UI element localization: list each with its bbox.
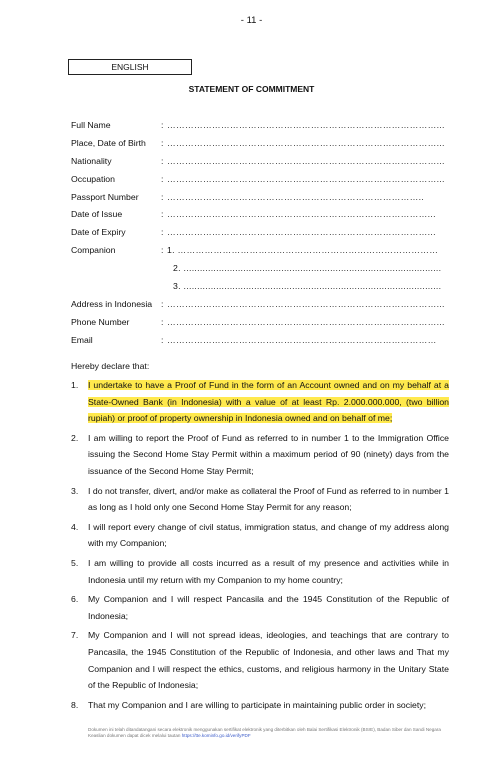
field-label	[71, 260, 161, 278]
footer-line-text: Keaslian dokumen dapat dicek melalui tautan	[88, 733, 181, 738]
item-text: My Companion and I will respect Pancasila and the 1945 Constitution of the Republic of Indonesia;	[88, 594, 449, 621]
footer-line	[88, 733, 448, 739]
field-fill-line: ……………………………………………………………………………...	[167, 227, 436, 238]
highlighted-item-text: I undertake to have a Proof of Fund in the form of an Account owned and on my behalf at a State-Owned Bank (in Indonesia) with a value of at least Rp. 2.000.000.000, (two billion rupiah) or proof of property ownership in Indonesia owned and on behalf of me;	[88, 380, 449, 424]
form-row-nationality	[71, 153, 451, 171]
item-number: 3.	[71, 485, 79, 496]
commitment-item-6	[71, 591, 449, 624]
item-number: 8.	[71, 699, 79, 710]
field-label: Address in Indonesia	[71, 298, 153, 309]
field-separator: :	[161, 120, 164, 130]
commitment-item-2	[71, 430, 449, 480]
form-row-companion-3	[71, 278, 451, 296]
field-separator: :	[161, 209, 164, 220]
field-separator: :	[161, 137, 164, 148]
field-fill-line: ………………………………………………………………………………...	[167, 316, 445, 327]
item-text: That my Companion and I are willing to participate in maintaining public order in society;	[88, 699, 427, 710]
form-row-phone-number	[71, 314, 451, 332]
field-separator: :	[161, 298, 164, 309]
field-label: Email	[71, 334, 93, 345]
field-separator: :	[161, 245, 164, 256]
commitment-item-7	[71, 627, 449, 693]
field-fill-line: 1. ……………………………………………………………………………	[167, 245, 439, 256]
item-number: 4.	[71, 521, 79, 532]
item-number: 7.	[71, 630, 79, 641]
item-number: 6.	[71, 594, 79, 605]
declaration-intro: Hereby declare that:	[71, 361, 150, 371]
commitment-list	[71, 377, 449, 716]
field-fill-line: ………………………………………………………………………………...	[167, 173, 445, 184]
field-label: Nationality	[71, 155, 112, 166]
form-row-place-date-of-birth	[71, 135, 451, 153]
form-row-date-of-expiry	[71, 224, 451, 242]
document-title: STATEMENT OF COMMITMENT	[188, 84, 315, 94]
field-label: Phone Number	[71, 316, 130, 327]
field-separator: :	[161, 155, 164, 166]
field-label: Date of Expiry	[71, 227, 126, 238]
form-row-date-of-issue	[71, 206, 451, 224]
footer-line: Dokumen ini telah ditandatangani secara elektronik menggunakan sertifikat elektronik yang diterbitkan oleh Balai Sertifikasi Elektronik (BSrE), Badan Siber dan Sandi Negara	[88, 727, 441, 732]
form-row-passport-number	[71, 189, 451, 207]
field-fill-line: ………………………………………………………………………………...	[167, 120, 445, 130]
verification-link[interactable]: https://tte.kominfo.go.id/verifyPDF	[181, 733, 251, 738]
form-row-companion-1	[71, 242, 451, 260]
item-text: I am willing to provide all costs incurred as a result of my presence and activities while in Indonesia until my return with my Companion to my home country;	[88, 557, 449, 585]
commitment-item-4	[71, 519, 449, 552]
field-separator: :	[161, 227, 164, 238]
field-label: Full Name	[71, 120, 111, 130]
field-fill-line: ……………………………………………………………………………...	[167, 209, 436, 220]
field-label: Date of Issue	[71, 209, 123, 220]
field-label: Companion	[71, 245, 116, 256]
form-row-companion-2	[71, 260, 451, 278]
form-row-occupation	[71, 171, 451, 189]
e-signature-footer	[88, 727, 448, 739]
field-label	[71, 278, 161, 296]
field-fill-line: ………………………………………………………………………………...	[167, 155, 445, 166]
item-text: My Companion and I will not spread ideas, ideologies, and teachings that are contrary to Pancasila, the 1945 Constitution of the Republic of Indonesia, and other laws and That my Companion and I will respect the ethics, customs, and religious harmony in the Unitary State of the Republic of Indonesia;	[88, 630, 449, 691]
field-fill-line: 3. ...............................................................................................	[173, 281, 442, 292]
item-text: I will report every change of civil status, immigration status, and change of my address along with my Companion;	[88, 521, 449, 549]
language-label-box: ENGLISH	[68, 59, 192, 75]
field-fill-line: ………………………………………………………………………………...	[167, 298, 445, 309]
commitment-item-8	[71, 697, 449, 714]
form-row-address-in-indonesia	[71, 296, 451, 314]
form-row-full-name	[71, 117, 451, 135]
field-label: Place, Date of Birth	[71, 137, 146, 148]
field-label: Passport Number	[71, 191, 139, 202]
commitment-item-1	[71, 377, 449, 427]
field-separator: :	[161, 334, 164, 345]
commitment-item-5	[71, 555, 449, 588]
field-separator: :	[161, 191, 164, 202]
item-text: I do not transfer, divert, and/or make as collateral the Proof of Fund as referred to in number 1 as long as I hold only one Second Home Stay Permit for any reason;	[88, 485, 449, 513]
field-fill-line: ………………………………………………………………………………	[167, 334, 437, 345]
item-number: 1.	[71, 380, 79, 390]
field-fill-line: 2. ...............................................................................................	[173, 263, 442, 274]
field-fill-line: ………………………………………………………………………………...	[167, 137, 445, 148]
field-label: Occupation	[71, 173, 115, 184]
field-fill-line: …………………………………………………………………………..	[167, 191, 425, 202]
page-number: - 11 -	[240, 15, 263, 26]
field-separator: :	[161, 316, 164, 327]
commitment-item-3	[71, 483, 449, 516]
item-text: I am willing to report the Proof of Fund as referred to in number 1 to the Immigration Office issuing the Second Home Stay Permit within a maximum period of 90 (ninety) days from the issuance of the Second Home Stay Permit;	[88, 432, 449, 476]
personal-details-form	[71, 117, 451, 350]
item-number: 5.	[71, 557, 79, 568]
field-separator: :	[161, 173, 164, 184]
form-row-email	[71, 332, 451, 350]
item-number: 2.	[71, 432, 79, 443]
